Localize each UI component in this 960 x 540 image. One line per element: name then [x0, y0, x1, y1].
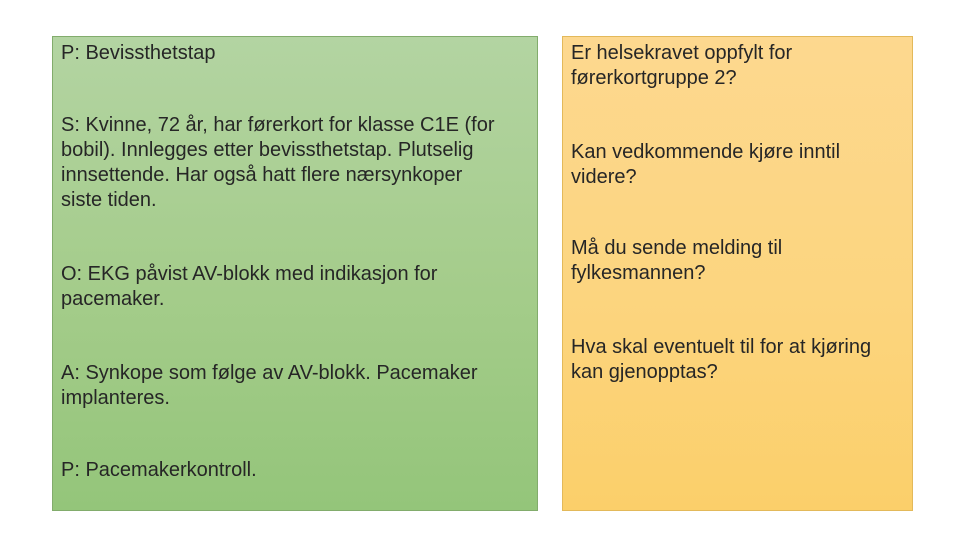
question-resume-driving: Hva skal eventuelt til for at kjøring kan gjenopptas? — [571, 336, 872, 383]
objective-text: O: EKG påvist AV-blokk med indikasjon for pacemaker. — [61, 263, 438, 310]
assessment-text: A: Synkope som følge av AV-blokk. Pacemaker implanteres. — [61, 362, 478, 409]
question-health-requirement: Er helsekravet oppfylt for førerkortgruppe 2? — [571, 42, 793, 89]
soap-note-panel — [52, 36, 538, 511]
question-drive-meanwhile: Kan vedkommende kjøre inntil videre? — [571, 141, 841, 188]
subjective-text: S: Kvinne, 72 år, har førerkort for klasse C1E (for bobil). Innlegges etter bevissthetstap. Plutselig innsettende. Har også hatt flere nærsynkoper siste tiden. — [61, 114, 495, 211]
plan-text: P: Pacemakerkontroll. — [61, 459, 257, 481]
questions-panel — [562, 36, 913, 511]
plan-problem-text: P: Bevissthetstap — [61, 42, 216, 64]
question-notify-governor: Må du sende melding til fylkesmannen? — [571, 237, 783, 284]
